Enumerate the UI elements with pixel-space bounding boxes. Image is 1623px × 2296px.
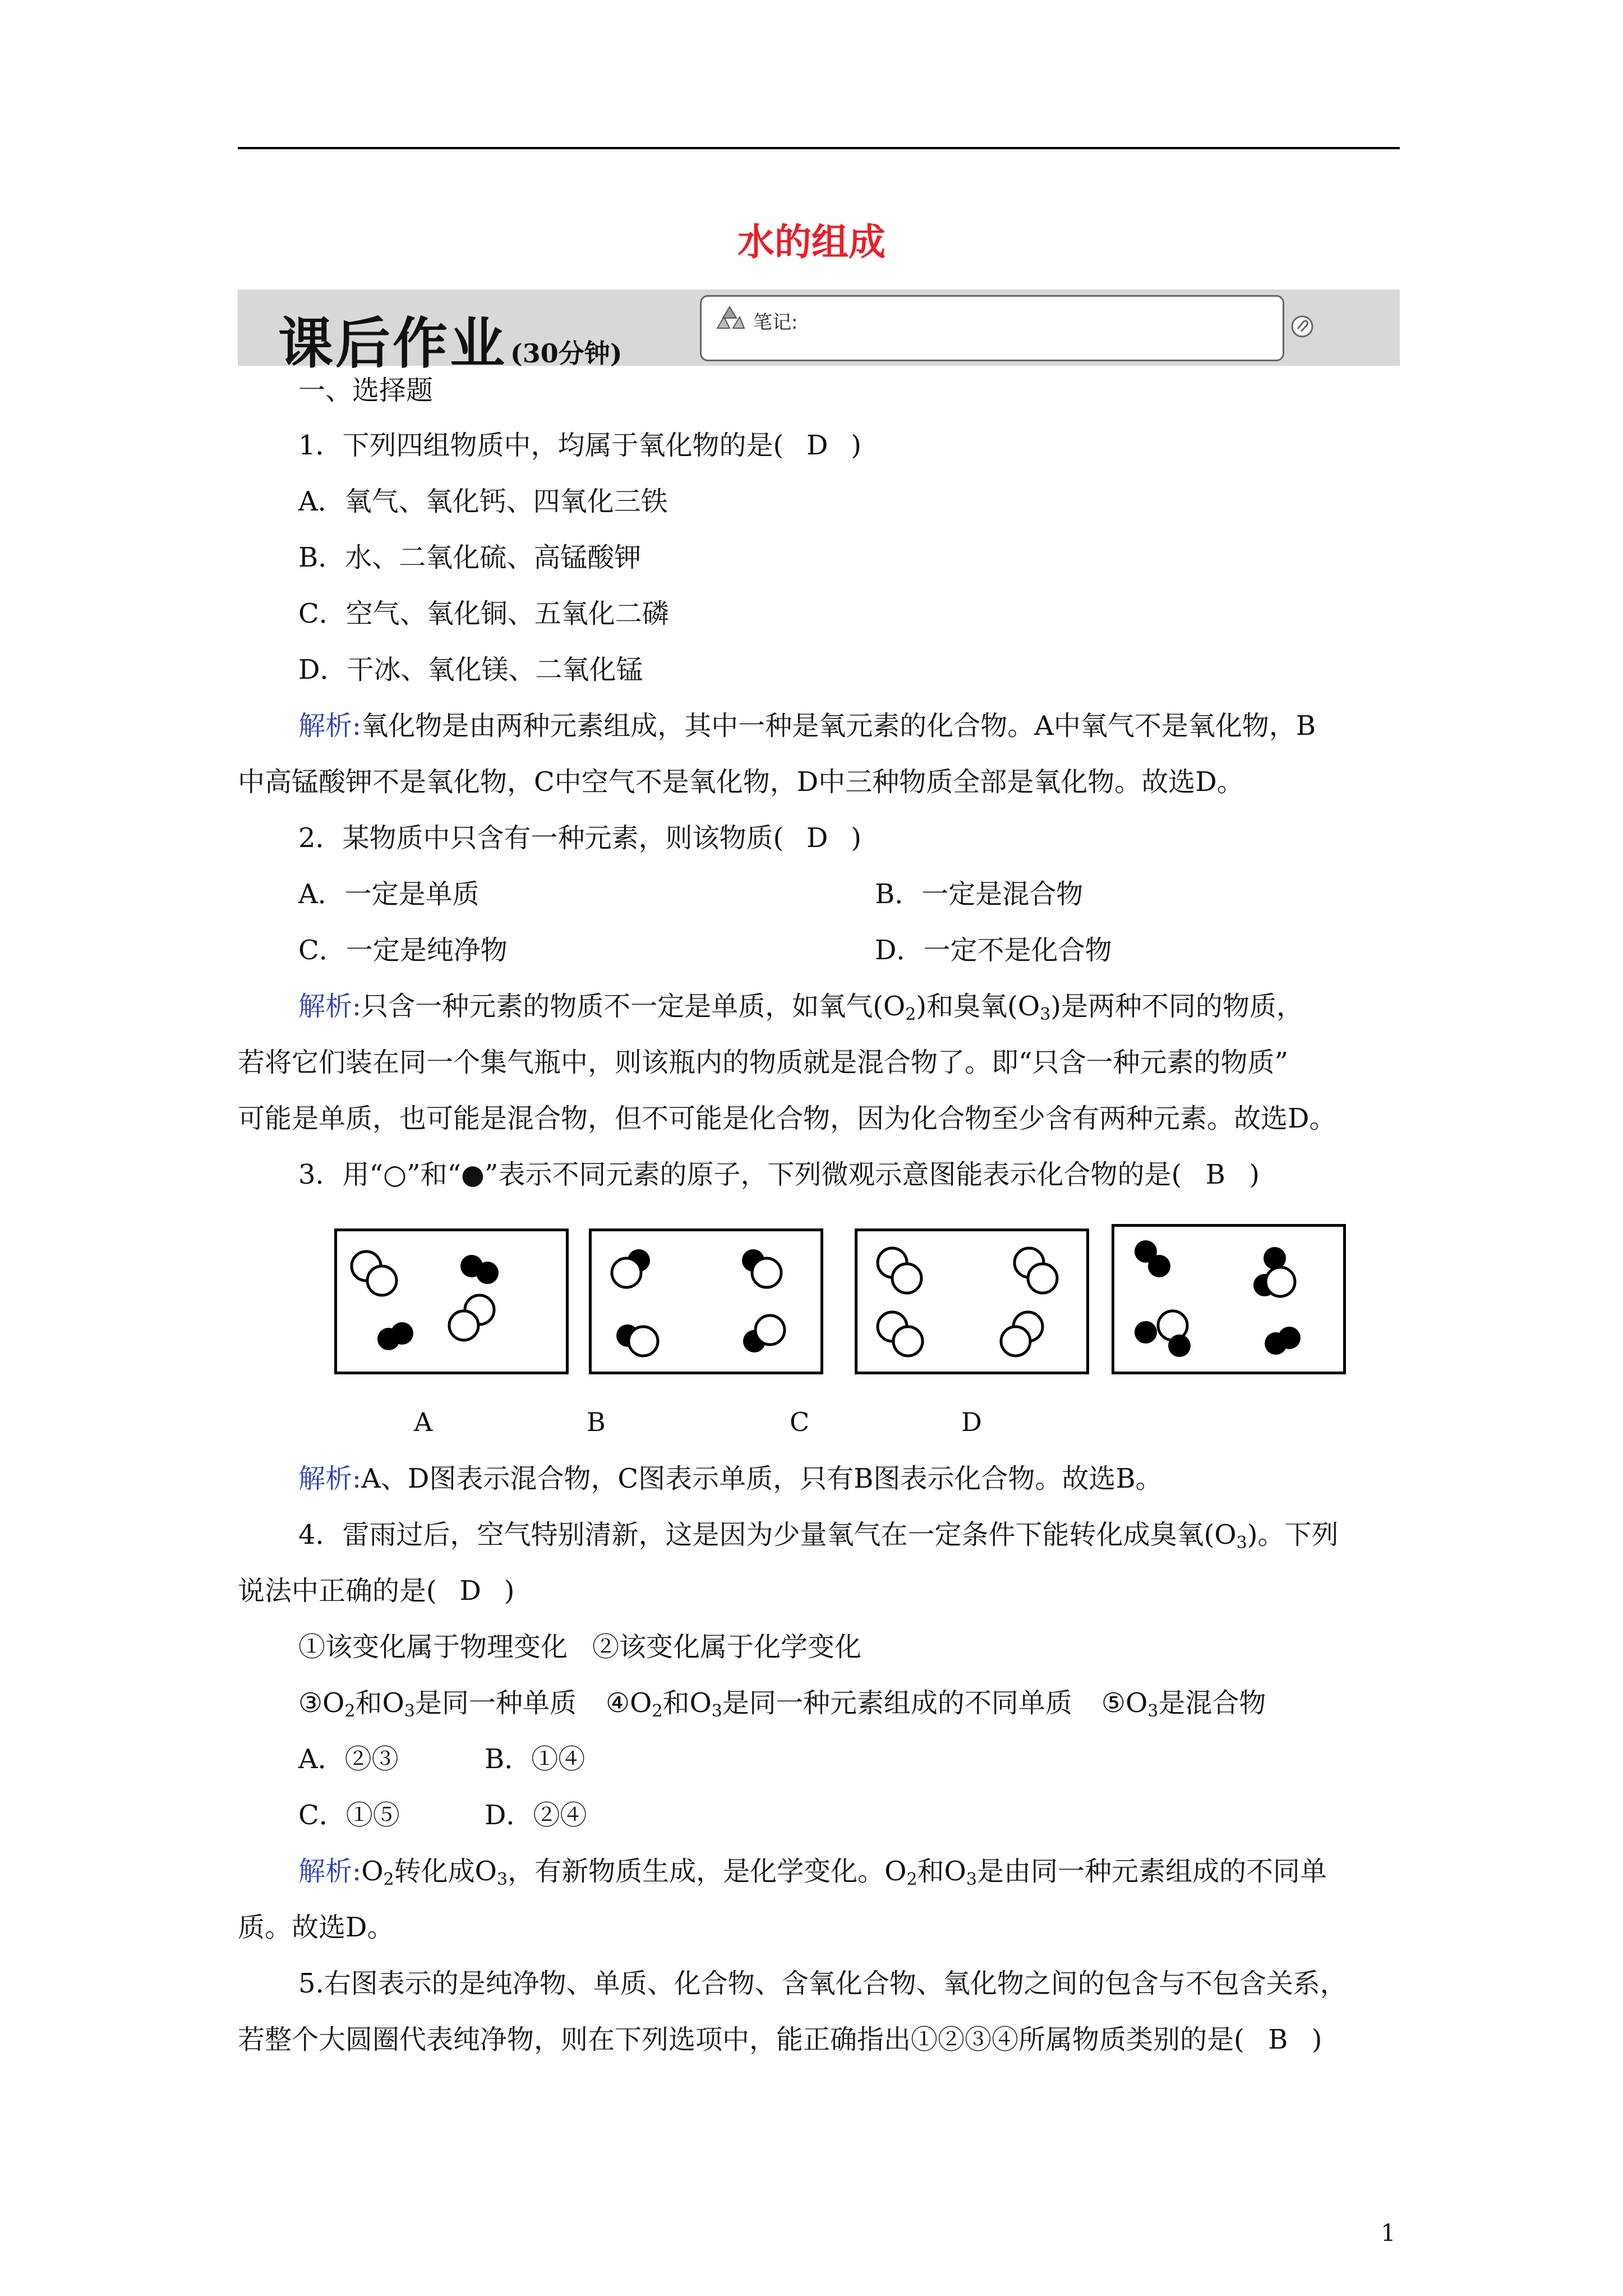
question-2-stem — [298, 822, 862, 854]
q4-s4-sub1: 2 — [652, 1701, 663, 1721]
q3-answer: B — [1205, 1159, 1225, 1190]
q3-stem-text: 3．用“○”和“●”表示不同元素的原子，下列微观示意图能表示化合物的是( — [298, 1159, 1182, 1190]
q4-statement-2: ②该变化属于化学变化 — [592, 1631, 862, 1663]
page-number: 1 — [1381, 2219, 1396, 2247]
question-4-stem — [298, 1519, 1339, 1553]
q1-option-c: C．空气、氧化铜、五氧化二磷 — [298, 598, 669, 629]
header-rule — [238, 147, 1400, 149]
q4-a1-sub1: 2 — [383, 1870, 394, 1889]
q4-analysis-line-1 — [298, 1856, 1327, 1889]
q4-stem-sub: 3 — [1236, 1533, 1247, 1553]
q4-statement-4 — [606, 1687, 1072, 1719]
q3-close: ) — [1249, 1159, 1260, 1190]
q4-s3-b: 和O — [355, 1687, 404, 1719]
paperclip-icon — [1289, 313, 1316, 340]
q2-option-b: B．一定是混合物 — [875, 878, 1083, 910]
q5-close: ) — [1311, 2024, 1322, 2055]
q4-answer: D — [459, 1575, 481, 1607]
q4-a1-c: ，有新物质生成，是化学变化。O — [508, 1856, 907, 1887]
q1-close: ) — [851, 430, 862, 461]
q2-stem-text: 2．某物质中只含有一种元素，则该物质( — [298, 822, 784, 854]
question-1-stem — [298, 432, 861, 459]
q2-analysis-line-1 — [298, 991, 1304, 1024]
q4-option-c: C．①⑤ — [298, 1800, 400, 1831]
q2-option-a: A．一定是单质 — [298, 878, 479, 910]
q2-option-d: D．一定不是化合物 — [875, 935, 1112, 966]
question-4-stem-line-2 — [238, 1575, 515, 1607]
q4-analysis-line-2: 质。故选D。 — [238, 1912, 394, 1943]
q4-option-d: D．②④ — [485, 1800, 587, 1831]
recycle-icon — [713, 305, 746, 330]
banner-title — [278, 300, 623, 379]
q1-option-a: A．氧气、氧化钙、四氧化三铁 — [298, 486, 668, 517]
diagram-d — [1112, 1224, 1346, 1374]
diagram-b-molecules — [592, 1231, 820, 1372]
q2-analysis-line-3: 可能是单质，也可能是混合物，但不可能是化合物，因为化合物至少含有两种元素。故选D。 — [238, 1103, 1336, 1134]
q4-statements-1-2 — [298, 1631, 862, 1663]
q4-s4-b: 和O — [662, 1687, 712, 1719]
q4-statement-5 — [1101, 1687, 1266, 1719]
q2-a1-post: )是两种不同的物质， — [1050, 991, 1304, 1022]
q4-a1-d: 和O — [917, 1856, 966, 1887]
q1-answer: D — [806, 430, 828, 461]
q4-s4-c: 是同一种元素组成的不同单质 — [722, 1687, 1072, 1719]
diagram-label-d: D — [961, 1407, 982, 1437]
notes-box — [700, 295, 1284, 361]
q2-a1-mid: )和臭氧(O — [916, 991, 1040, 1022]
notes-label: 笔记: — [753, 311, 798, 334]
diagram-label-c: C — [790, 1407, 810, 1437]
question-5-line-2 — [238, 2026, 1322, 2053]
q4-s4-sub2: 3 — [711, 1701, 722, 1721]
q5-line2-text: 若整个大圆圈代表纯净物，则在下列选项中，能正确指出①②③④所属物质类别的是( — [238, 2024, 1244, 2055]
q4-a1-a: O — [361, 1856, 384, 1887]
q4-s3-sub1: 2 — [344, 1701, 356, 1721]
q2-a1-pre: 只含一种元素的物质不一定是单质，如氧气(O — [361, 991, 906, 1022]
q4-s5-sub: 3 — [1147, 1701, 1159, 1721]
q1-stem-text: 1．下列四组物质中，均属于氧化物的是( — [298, 430, 784, 461]
q4-analysis-label: 解析: — [298, 1856, 362, 1887]
q4-statement-3 — [298, 1687, 577, 1719]
q4-a1-sub2: 3 — [497, 1870, 508, 1889]
q1-analysis-label: 解析: — [298, 710, 362, 742]
q5-answer: B — [1268, 2024, 1288, 2055]
diagram-b — [589, 1228, 823, 1374]
q2-a1-sub1: 2 — [905, 1005, 916, 1024]
q4-statement-1: ①该变化属于物理变化 — [298, 1631, 568, 1663]
q4-s5-b: 是混合物 — [1158, 1687, 1266, 1719]
diagram-d-molecules — [1114, 1227, 1343, 1372]
diagram-a — [334, 1228, 569, 1374]
diagram-label-b: B — [587, 1407, 606, 1437]
q2-answer: D — [806, 822, 828, 854]
q4-s4-a: ④O — [605, 1687, 652, 1719]
banner-title-text: 课后作业 — [278, 312, 508, 376]
q1-analysis-line-1 — [298, 710, 1316, 742]
q2-analysis-line-2: 若将它们装在同一个集气瓶中，则该瓶内的物质就是混合物了。即“只含一种元素的物质” — [238, 1047, 1289, 1078]
q2-close: ) — [851, 822, 862, 854]
q2-analysis-label: 解析: — [298, 991, 362, 1022]
q4-stem-line2-text: 说法中正确的是( — [238, 1575, 437, 1607]
q2-a1-sub2: 3 — [1040, 1005, 1051, 1024]
question-3-stem — [298, 1161, 1260, 1188]
q4-option-a: A．②③ — [298, 1743, 399, 1775]
diagram-c-molecules — [857, 1231, 1086, 1372]
q2-option-c: C．一定是纯净物 — [298, 935, 508, 966]
q3-analysis-text: A、D图表示混合物，C图表示单质，只有B图表示化合物。故选B。 — [361, 1463, 1163, 1494]
q4-close: ) — [504, 1575, 515, 1607]
section-heading: 一、选择题 — [298, 375, 434, 406]
q4-s5-a: ⑤O — [1101, 1687, 1148, 1719]
q4-statements-3-5 — [298, 1687, 1266, 1721]
q1-option-b: B．水、二氧化硫、高锰酸钾 — [298, 542, 642, 573]
q4-stem-pre: 4．雷雨过后，空气特别清新，这是因为少量氧气在一定条件下能转化成臭氧(O — [298, 1519, 1237, 1550]
q3-analysis-label: 解析: — [298, 1463, 362, 1494]
q4-s3-a: ③O — [298, 1687, 345, 1719]
q4-s3-c: 是同一种单质 — [414, 1687, 577, 1719]
page-title: 水的组成 — [737, 220, 886, 264]
diagram-label-a: A — [414, 1407, 433, 1437]
banner-duration: (30分钟) — [510, 338, 623, 369]
q4-a1-sub4: 3 — [966, 1870, 977, 1889]
q4-option-b: B．①④ — [485, 1743, 585, 1775]
q4-a1-e: 是由同一种元素组成的不同单 — [977, 1856, 1327, 1887]
question-5-line-1: 5.右图表示的是纯净物、单质、化合物、含氧化合物、氧化物之间的包含与不包含关系， — [298, 1968, 1347, 1999]
q1-analysis-text-1: 氧化物是由两种元素组成，其中一种是氧元素的化合物。A中氧气不是氧化物，B — [361, 710, 1316, 742]
q3-analysis — [298, 1465, 1163, 1492]
q4-a1-b: 转化成O — [394, 1856, 497, 1887]
q4-s3-sub2: 3 — [404, 1701, 415, 1721]
q4-stem-post: )。下列 — [1247, 1519, 1339, 1550]
homework-banner — [238, 289, 1400, 376]
q1-analysis-line-2: 中高锰酸钾不是氧化物，C中空气不是氧化物，D中三种物质全部是氧化物。故选D。 — [238, 766, 1244, 798]
q4-a1-sub3: 2 — [906, 1870, 917, 1889]
q1-option-d: D．干冰、氧化镁、二氧化锰 — [298, 654, 643, 685]
diagram-c — [855, 1228, 1089, 1374]
diagram-a-molecules — [337, 1231, 566, 1372]
